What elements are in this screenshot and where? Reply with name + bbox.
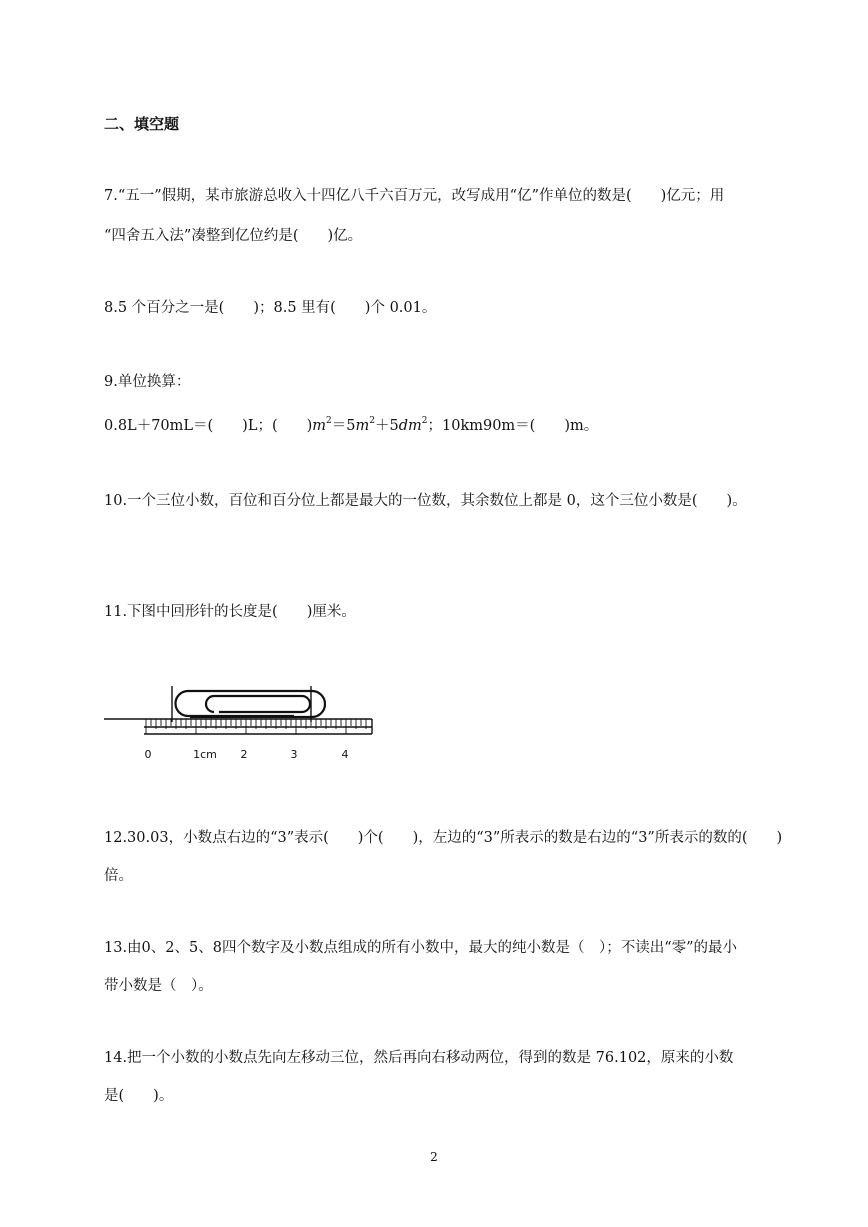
question-14-line-1: 14.把一个小数的小数点先向左移动三位，然后再向右移动两位，得到的数是 76.102，原来的小数 xyxy=(104,1050,734,1066)
question-7-line-2: “四舍五入法”凑整到亿位约是( )亿。 xyxy=(104,228,363,244)
q9-exp-3: 2 xyxy=(421,416,428,426)
paperclip-icon xyxy=(172,686,325,722)
question-12-line-2: 倍。 xyxy=(104,868,133,884)
section-title: 二、填空题 xyxy=(104,115,180,133)
question-13-line-2: 带小数是（ ）。 xyxy=(104,978,213,994)
page-number: 2 xyxy=(430,1150,438,1164)
ruler-label-1: 1cm xyxy=(193,748,217,761)
q9-unit-dm: dm xyxy=(398,418,422,434)
ruler-label-3: 3 xyxy=(290,748,298,761)
q9-exp-1: 2 xyxy=(326,416,332,426)
q9-exp-2: 2 xyxy=(369,416,375,426)
question-10: 10.一个三位小数，百位和百分位上都是最大的一位数，其余数位上都是 0，这个三位小数是( )。 xyxy=(104,493,747,509)
question-14-line-2: 是( )。 xyxy=(104,1088,174,1104)
ruler-label-4: 4 xyxy=(341,748,349,761)
question-7-line-1: 7.“五一”假期，某市旅游总收入十四亿八千六百万元，改写成用“亿”作单位的数是( )亿元；用 xyxy=(104,188,725,204)
ruler xyxy=(104,719,372,734)
q9-eq-5: ＝5 xyxy=(331,418,356,434)
question-8: 8.5 个百分之一是( )；8.5 里有( )个 0.01。 xyxy=(104,300,437,316)
ruler-labels xyxy=(145,748,349,761)
q9-unit-m-2: m xyxy=(355,418,370,434)
ruler-label-0: 0 xyxy=(144,748,152,761)
question-9-conversions xyxy=(104,416,598,436)
paperclip-ruler-figure xyxy=(104,672,376,768)
q9-plus-5: ＋5 xyxy=(374,418,399,434)
q9-part-2: ；10km90m＝( )m。 xyxy=(427,418,599,434)
question-13-line-1: 13.由0、2、5、8四个数字及小数点组成的所有小数中，最大的纯小数是（ ）；不读出“零”的最小 xyxy=(104,940,738,956)
question-12-line-1: 12.30.03，小数点右边的“3”表示( )个( )，左边的“3”所表示的数是右边的“3”所表示的数的( ) xyxy=(104,830,783,846)
ruler-label-2: 2 xyxy=(240,748,248,761)
q9-part-1: 0.8L＋70mL＝( )L；( ) xyxy=(104,418,313,434)
q9-unit-m: m xyxy=(312,418,327,434)
question-11: 11.下图中回形针的长度是( )厘米。 xyxy=(104,604,356,620)
question-9-title: 9.单位换算： xyxy=(104,374,191,390)
